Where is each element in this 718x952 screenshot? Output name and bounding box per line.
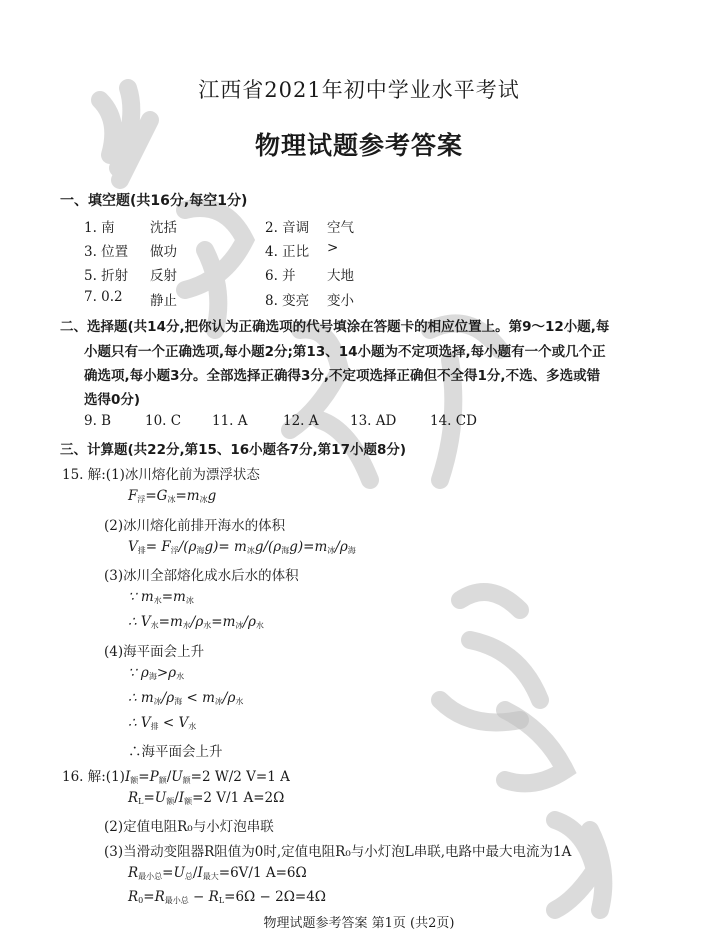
q15-formula: $V_排= F_浮/(\rho_海g)= m_冰g/(\rho_海g)=m_冰/\rho_海$ [128,539,356,555]
choice-answer: 13. AD [350,413,397,429]
fill-answer: 大地 [327,268,354,284]
section1-heading: 一、填空题(共16分,每空1分) [60,193,248,209]
exam-title: 江西省2021年初中学业水平考试 [198,78,520,102]
q16-formula: $R_0=R_{最小总} - R_L=6\Omega - 2\Omega=4\Omega$ [128,889,327,905]
fill-answer: 沈括 [150,220,177,236]
fill-answer: 5. 折射 [84,268,129,284]
q15-step: (2)冰川熔化前排开海水的体积 [104,518,286,534]
q15-step: (3)冰川全部熔化成水后水的体积 [104,568,299,584]
fill-answer: 1. 南 [84,220,115,236]
page-footer: 物理试题参考答案 第1页 (共2页) [263,916,455,931]
document-title: 物理试题参考答案 [254,131,463,160]
q15-formula: ∵ $m_水=m_冰$ [128,589,194,605]
q16-formula: $R_L=U_额/I_额=2$ V/1 A=2Ω [128,790,285,806]
choice-answer: 11. A [212,413,248,429]
fill-answer: > [327,240,339,256]
fill-answer: 2. 音调 [265,220,310,236]
fill-answer: 做功 [150,244,177,260]
q16-step: (3)当滑动变阻器R阻值为0时,定值电阻R₀与小灯泡L串联,电路中最大电流为1A [104,844,572,860]
q15-formula: $F_浮=G_冰=m_冰g$ [128,488,217,504]
q16-step: 16. 解$:(1)I_额=P_额/U_额=2$ W/2 V=1 A [62,769,290,785]
q15-formula: ∵ $\rho_海>\rho_水$ [128,665,185,681]
q15-formula: ∴ $V_排 < V_水$ [128,715,197,731]
fill-answer: 变小 [327,293,354,309]
fill-answer: 6. 并 [265,268,296,284]
q15-step: 15. 解:(1)冰川熔化前为漂浮状态 [62,467,260,483]
q15-formula: ∴ $m_冰/\rho_海 < m_冰/\rho_水$ [128,690,244,706]
q16-formula: $R_{最小总}=U_总/I_{最大}=6V/1$ A=6Ω [128,865,307,881]
fill-answer: 3. 位置 [84,244,129,260]
section2-heading-line: 选得0分) [84,392,141,408]
choice-answer: 14. CD [430,413,477,429]
fill-answer: 7. 0.2 [84,289,123,305]
section2-heading-line: 小题只有一个正确选项,每小题2分;第13、14小题为不定项选择,每小题有一个或几个正 [84,344,606,360]
fill-answer: 8. 变亮 [265,293,310,309]
choice-answer: 10. C [145,413,182,429]
q15-conclusion: ∴海平面会上升 [128,744,223,760]
fill-answer: 4. 正比 [265,244,310,260]
fill-answer: 空气 [327,220,354,236]
q15-step: (4)海平面会上升 [104,644,205,660]
q15-formula: ∴ $V_水=m_水/\rho_水=m_冰/\rho_水$ [128,614,264,630]
q16-step: (2)定值电阻R₀与小灯泡串联 [104,819,274,835]
section3-heading: 三、计算题(共22分,第15、16小题各7分,第17小题8分) [60,442,407,458]
section2-heading-line: 二、选择题(共14分,把你认为正确选项的代号填涂在答题卡的相应位置上。第9～12小题,每 [60,319,610,335]
section2-heading-line: 确选项,每小题3分。全部选择正确得3分,不定项选择正确但不全得1分,不选、多选或错 [84,368,601,384]
fill-answer: 反射 [150,268,177,284]
fill-answer: 静止 [150,293,177,309]
choice-answer: 12. A [283,413,319,429]
choice-answer: 9. B [84,413,112,429]
